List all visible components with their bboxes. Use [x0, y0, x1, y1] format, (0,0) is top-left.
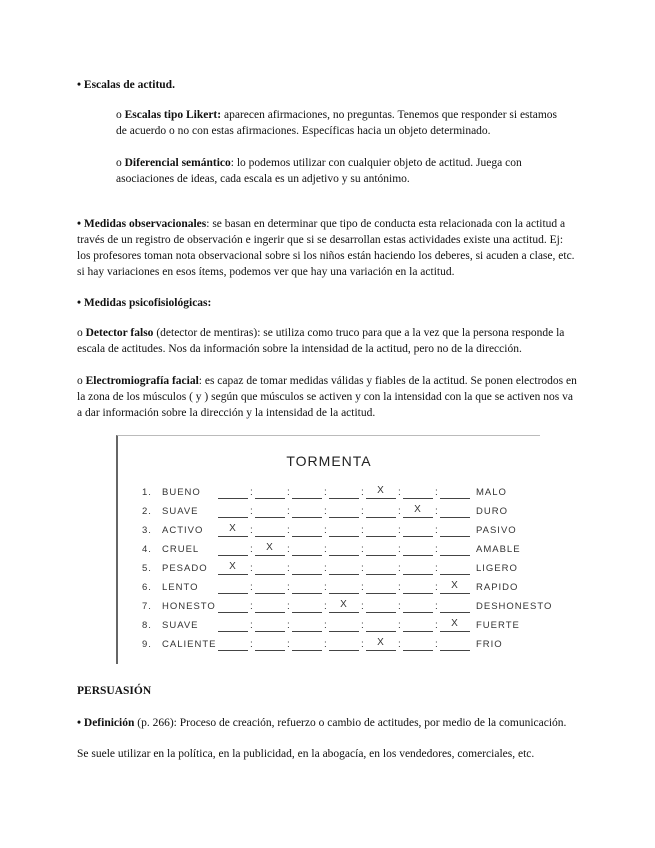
usage-paragraph: Se suele utilizar en la política, en la publicidad, en la abogacía, en los vendedores, comerciales, etc. — [77, 748, 535, 760]
scale-row — [118, 599, 553, 615]
scale-slot: X — [440, 618, 470, 632]
scale-separator: : — [287, 544, 291, 555]
psychophysiological-heading: • Medidas psicofisiológicas: — [77, 297, 212, 309]
scale-right-adjective: LIGERO — [476, 563, 518, 574]
scale-separator: : — [398, 639, 402, 650]
scale-row-number: 6. — [142, 582, 152, 593]
scale-slot — [292, 599, 322, 613]
scale-separator: : — [435, 544, 439, 555]
scale-separator: : — [250, 620, 254, 631]
scale-row — [118, 580, 540, 596]
scale-slot — [440, 561, 470, 575]
scale-slot — [403, 523, 433, 537]
scale-slot — [440, 599, 470, 613]
observational-paragraph: • Medidas observacionales: se basan en determinar que tipo de conducta esta relacionada con la actitud a través de un registro de observación e ingerir que si se desarrollan estas actividades existe una actitud. Ej: los profesores toman nota observacional sobre si los niños están haciendo los deberes, si acuden a clase, etc. si hay variaciones en esos ítems, podemos ver que hay una variación en la actitud. — [77, 218, 575, 278]
scale-left-adjective: CRUEL — [162, 544, 200, 555]
scale-separator: : — [250, 601, 254, 612]
scale-row — [118, 485, 540, 501]
emg-paragraph: o Electromiografía facial: es capaz de tomar medidas válidas y fiables de la actitud. Se ponen electrodos en la zona de los músculos ( y ) según que músculos se activen y con la intensidad con la que se activen nos va a dar información sobre la dirección y la intensidad de la actitud. — [77, 375, 577, 419]
scale-separator: : — [435, 639, 439, 650]
scale-separator: : — [435, 582, 439, 593]
scale-slot — [329, 542, 359, 556]
scale-right-adjective: FRIO — [476, 639, 503, 650]
persuasion-heading: PERSUASIÓN — [77, 685, 152, 697]
scale-separator: : — [324, 506, 328, 517]
scale-separator: : — [361, 525, 365, 536]
scale-right-adjective: DESHONESTO — [476, 601, 553, 612]
scale-left-adjective: ACTIVO — [162, 525, 204, 536]
scale-separator: : — [250, 525, 254, 536]
scale-separator: : — [287, 601, 291, 612]
scale-slot — [366, 580, 396, 594]
scale-row-number: 1. — [142, 487, 152, 498]
scale-separator: : — [361, 601, 365, 612]
scale-row-number: 3. — [142, 525, 152, 536]
scale-row-number: 7. — [142, 601, 152, 612]
scale-slot: X — [403, 504, 433, 518]
scale-slot — [292, 504, 322, 518]
scale-separator: : — [287, 620, 291, 631]
scale-slot — [218, 637, 248, 651]
scale-slot — [366, 599, 396, 613]
scale-slot — [292, 618, 322, 632]
scale-slot: X — [255, 542, 285, 556]
scale-separator: : — [287, 563, 291, 574]
emg-label: Electromiografía facial — [85, 375, 199, 387]
scale-row-number: 8. — [142, 620, 152, 631]
scale-slot — [218, 485, 248, 499]
scale-slot — [403, 618, 433, 632]
scale-slot: X — [440, 580, 470, 594]
scale-separator: : — [435, 601, 439, 612]
scale-separator: : — [398, 525, 402, 536]
scale-slot — [255, 504, 285, 518]
scale-separator: : — [361, 582, 365, 593]
scale-row — [118, 542, 540, 558]
scale-slot — [255, 580, 285, 594]
scale-slot: X — [329, 599, 359, 613]
semantic-differential-paragraph: o Diferencial semántico: lo podemos utilizar con cualquier objeto de actitud. Juega con asociaciones de ideas, cada escala es un adjetivo y su antónimo. — [116, 157, 522, 185]
scale-slot — [366, 523, 396, 537]
scale-slot — [255, 561, 285, 575]
scale-separator: : — [324, 544, 328, 555]
scale-slot — [403, 637, 433, 651]
scale-row — [118, 618, 540, 634]
scale-separator: : — [435, 620, 439, 631]
scale-slot — [366, 561, 396, 575]
scale-slot — [292, 485, 322, 499]
attitude-scales-heading: • Escalas de actitud. — [77, 79, 175, 91]
likert-paragraph: o Escalas tipo Likert: aparecen afirmaciones, no preguntas. Tenemos que responder si estamos de acuerdo o no con estas afirmaciones. Específicas hacia un objeto determinado. — [116, 109, 557, 137]
scale-separator: : — [398, 563, 402, 574]
scale-right-adjective: RAPIDO — [476, 582, 519, 593]
scale-separator: : — [361, 563, 365, 574]
scale-right-adjective: AMABLE — [476, 544, 521, 555]
scale-slot — [292, 523, 322, 537]
scale-slot — [366, 618, 396, 632]
scale-slot — [440, 523, 470, 537]
scale-separator: : — [435, 487, 439, 498]
scale-separator: : — [250, 639, 254, 650]
scale-separator: : — [435, 525, 439, 536]
scale-slot — [292, 542, 322, 556]
scale-slot — [403, 485, 433, 499]
scale-slot — [440, 542, 470, 556]
scale-slot — [255, 485, 285, 499]
scale-slot — [218, 599, 248, 613]
scale-slot — [255, 637, 285, 651]
scale-separator: : — [398, 506, 402, 517]
scale-slot — [403, 561, 433, 575]
scale-slot — [329, 523, 359, 537]
scale-slot — [218, 580, 248, 594]
scale-left-adjective: SUAVE — [162, 620, 199, 631]
scale-separator: : — [361, 506, 365, 517]
scale-separator: : — [250, 544, 254, 555]
scale-slot: X — [218, 561, 248, 575]
scale-separator: : — [324, 582, 328, 593]
scale-row-number: 4. — [142, 544, 152, 555]
scale-right-adjective: PASIVO — [476, 525, 517, 536]
scale-separator: : — [287, 525, 291, 536]
scale-slot: X — [366, 485, 396, 499]
scale-slot — [329, 618, 359, 632]
scale-slot — [255, 523, 285, 537]
semantic-differential-figure — [116, 435, 553, 664]
scale-separator: : — [250, 563, 254, 574]
scale-separator: : — [361, 487, 365, 498]
scale-slot — [403, 580, 433, 594]
scale-slot: X — [366, 637, 396, 651]
scale-separator: : — [287, 487, 291, 498]
scale-left-adjective: CALIENTE — [162, 639, 217, 650]
scale-slot — [329, 561, 359, 575]
scale-row-number: 5. — [142, 563, 152, 574]
scale-separator: : — [324, 563, 328, 574]
definition-paragraph: • Definición (p. 266): Proceso de creación, refuerzo o cambio de actitudes, por medio de la comunicación. — [77, 717, 567, 729]
scale-row — [118, 504, 540, 520]
scale-left-adjective: SUAVE — [162, 506, 199, 517]
scale-slot — [292, 561, 322, 575]
scale-slot — [255, 599, 285, 613]
scale-slot — [255, 618, 285, 632]
scale-separator: : — [250, 487, 254, 498]
scale-separator: : — [287, 582, 291, 593]
scale-slot — [329, 580, 359, 594]
scale-row-number: 9. — [142, 639, 152, 650]
scale-row — [118, 523, 540, 539]
scale-row — [118, 637, 540, 653]
scale-slot — [329, 504, 359, 518]
scale-row — [118, 561, 540, 577]
scale-slot — [366, 504, 396, 518]
scale-slot — [440, 485, 470, 499]
lie-detector-label: Detector falso — [85, 327, 154, 339]
observational-label: • Medidas observacionales — [77, 218, 207, 230]
scale-slot — [440, 637, 470, 651]
semantic-label: Diferencial semántico — [124, 157, 231, 169]
scale-separator: : — [287, 639, 291, 650]
scale-separator: : — [398, 582, 402, 593]
scale-separator: : — [324, 525, 328, 536]
scale-separator: : — [324, 639, 328, 650]
scale-separator: : — [398, 601, 402, 612]
scale-left-adjective: PESADO — [162, 563, 208, 574]
scale-separator: : — [398, 487, 402, 498]
scale-separator: : — [361, 620, 365, 631]
scale-separator: : — [287, 506, 291, 517]
scale-slot — [440, 504, 470, 518]
scale-right-adjective: MALO — [476, 487, 507, 498]
scale-separator: : — [398, 620, 402, 631]
scale-separator: : — [435, 506, 439, 517]
scale-separator: : — [250, 506, 254, 517]
figure-title: TORMENTA — [286, 453, 372, 469]
scale-slot — [218, 504, 248, 518]
definition-label: • Definición — [77, 717, 135, 729]
scale-separator: : — [361, 544, 365, 555]
scale-slot — [403, 599, 433, 613]
scale-separator: : — [250, 582, 254, 593]
scale-slot — [292, 637, 322, 651]
scale-right-adjective: FUERTE — [476, 620, 520, 631]
scale-slot: X — [218, 523, 248, 537]
likert-label: Escalas tipo Likert: — [124, 109, 222, 121]
scale-separator: : — [324, 601, 328, 612]
scale-separator: : — [324, 620, 328, 631]
scale-left-adjective: BUENO — [162, 487, 201, 498]
scale-slot — [292, 580, 322, 594]
scale-separator: : — [324, 487, 328, 498]
scale-slot — [329, 485, 359, 499]
scale-slot — [403, 542, 433, 556]
scale-slot — [329, 637, 359, 651]
scale-right-adjective: DURO — [476, 506, 508, 517]
scale-slot — [366, 542, 396, 556]
scale-slot — [218, 542, 248, 556]
lie-detector-paragraph: o Detector falso (detector de mentiras): se utiliza como truco para que a la vez que la persona responde la escala de actitudes. Nos da información sobre la intensidad de la actitud, pero no de la dirección. — [77, 327, 565, 355]
scale-separator: : — [398, 544, 402, 555]
scale-left-adjective: HONESTO — [162, 601, 216, 612]
scale-separator: : — [361, 639, 365, 650]
scale-separator: : — [435, 563, 439, 574]
scale-row-number: 2. — [142, 506, 152, 517]
scale-left-adjective: LENTO — [162, 582, 199, 593]
scale-slot — [218, 618, 248, 632]
